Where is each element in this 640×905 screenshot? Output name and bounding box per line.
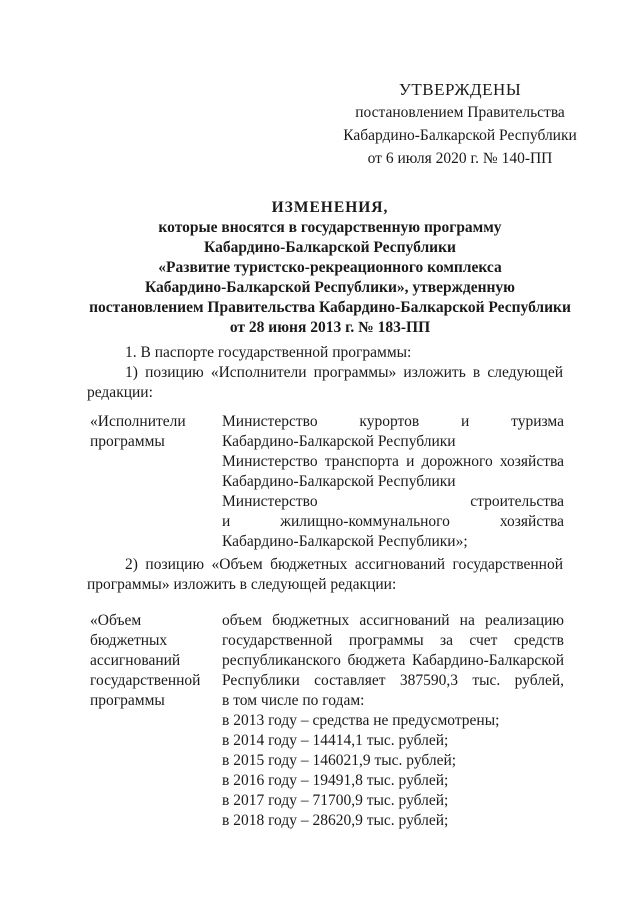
budget-value xyxy=(222,611,564,831)
budget-year-line: в 2013 году – средства не предусмотрены; xyxy=(222,712,500,729)
title-heading: ИЗМЕНЕНИЯ, xyxy=(271,199,389,216)
budget-line: в том числе по годам: xyxy=(222,692,365,709)
executor-line: и жилищно-коммунального хозяйства xyxy=(222,513,564,530)
title-line: Кабардино-Балкарской Республики xyxy=(204,239,456,256)
budget-label-line: программы xyxy=(90,692,165,709)
approval-line: от 6 июля 2020 г. № 140-ПП xyxy=(367,150,553,167)
approval-line: постановлением Правительства xyxy=(355,104,565,121)
budget-year-line: в 2014 году – 14414,1 тыс. рублей; xyxy=(222,732,449,749)
budget-label-line: бюджетных xyxy=(90,632,168,649)
item1-paragraph xyxy=(87,343,563,403)
approval-stamp xyxy=(330,78,590,170)
executor-line: Министерство строительства xyxy=(222,493,564,510)
budget-year-line: в 2018 году – 28620,9 тыс. рублей; xyxy=(222,812,449,829)
title-line: постановлением Правительства Кабардино-Балкарской Республики xyxy=(89,299,571,316)
item2-line: 2) позицию «Объем бюджетных ассигнований государственной xyxy=(125,556,563,573)
budget-label-line: «Объем xyxy=(90,612,142,629)
budget-label-line: ассигнований xyxy=(90,652,181,669)
budget-line: Республики составляет 387590,3 тыс. рублей, xyxy=(222,672,564,689)
executor-line: Министерство курортов и туризма xyxy=(222,413,564,430)
executors-value xyxy=(222,412,564,552)
budget-year-line: в 2016 году – 19491,8 тыс. рублей; xyxy=(222,772,449,789)
executor-line: Министерство транспорта и дорожного хозяйства xyxy=(222,453,564,470)
item2-line: программы» изложить в следующей редакции: xyxy=(87,576,397,593)
item1-intro: 1. В паспорте государственной программы: xyxy=(125,344,412,361)
title-line: от 28 июня 2013 г. № 183-ПП xyxy=(229,319,431,336)
document-title xyxy=(70,198,590,338)
executor-line: Кабардино-Балкарской Республики xyxy=(222,433,456,450)
executors-label-line: «Исполнители xyxy=(90,413,186,430)
budget-label-line: государственной xyxy=(90,672,201,689)
executors-label xyxy=(90,412,210,452)
budget-line: республиканского бюджета Кабардино-Балкарской xyxy=(222,652,564,669)
budget-label xyxy=(90,611,210,711)
executors-label-line: программы xyxy=(90,433,165,450)
budget-year-line: в 2015 году – 146021,9 тыс. рублей; xyxy=(222,752,457,769)
executor-line: Кабардино-Балкарской Республики xyxy=(222,473,456,490)
item2-paragraph xyxy=(87,555,563,595)
item1-sub1-line: редакции: xyxy=(87,384,153,401)
title-line: Кабардино-Балкарской Республики», утвержденную xyxy=(144,279,516,296)
approval-line: Кабардино-Балкарской Республики xyxy=(343,127,577,144)
title-line: которые вносятся в государственную программу xyxy=(158,219,502,236)
budget-line: государственной программы за счет средств xyxy=(222,632,564,649)
budget-line: объем бюджетных ассигнований на реализацию xyxy=(222,612,564,629)
approval-heading: УТВЕРЖДЕНЫ xyxy=(398,80,522,99)
title-line: «Развитие туристско-рекреационного комплекса xyxy=(158,259,502,276)
executor-line: Кабардино-Балкарской Республики»; xyxy=(222,533,468,550)
item1-sub1-line: 1) позицию «Исполнители программы» изложить в следующей xyxy=(125,364,563,381)
budget-year-line: в 2017 году – 71700,9 тыс. рублей; xyxy=(222,792,449,809)
